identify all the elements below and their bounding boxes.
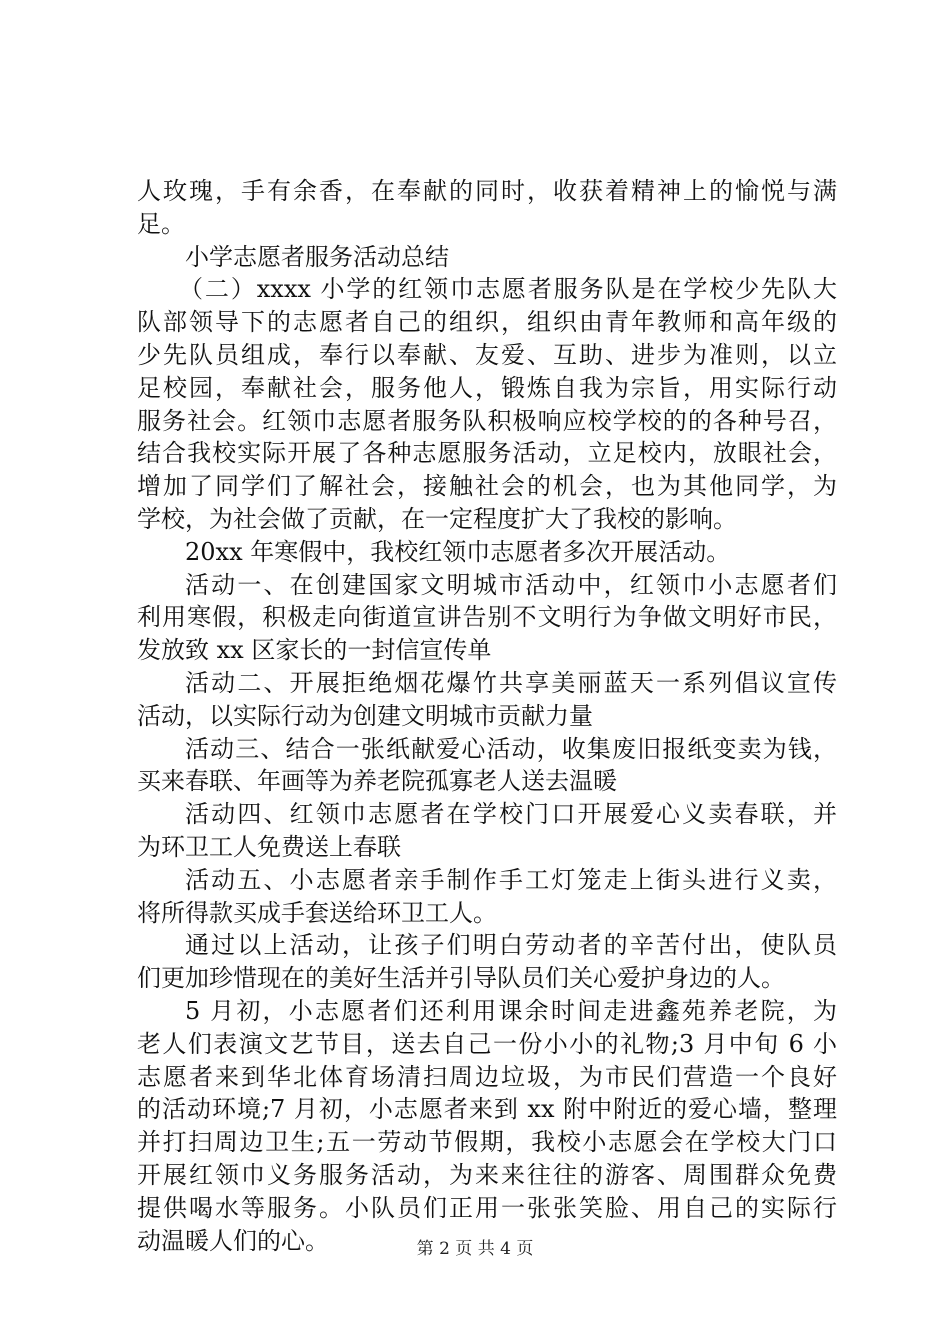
paragraph-line: 5 月初，小志愿者们还利用课余时间走进鑫苑养老院，为 bbox=[185, 996, 837, 1025]
paragraph-line: 活动三、结合一张纸献爱心活动，收集废旧报纸变卖为钱， bbox=[185, 734, 837, 763]
section-heading: 小学志愿者服务活动总结 bbox=[185, 242, 449, 271]
paragraph-line: 利用寒假，积极走向街道宣讲告别不文明行为争做文明好市民， bbox=[137, 603, 837, 632]
paragraph-line: 队部领导下的志愿者自己的组织，组织由青年教师和高年级的 bbox=[137, 308, 837, 337]
paragraph-line: 将所得款买成手套送给环卫工人。 bbox=[137, 898, 497, 927]
paragraph-line: 20xx 年寒假中，我校红领巾志愿者多次开展活动。 bbox=[185, 537, 731, 566]
paragraph-line: 学校，为社会做了贡献，在一定程度扩大了我校的影响。 bbox=[137, 504, 737, 533]
paragraph-line: 动温暖人们的心。 bbox=[137, 1226, 329, 1255]
paragraph-line: 买来春联、年画等为养老院孤寡老人送去温暖 bbox=[137, 767, 617, 796]
paragraph-line: 人玫瑰，手有余香，在奉献的同时，收获着精神上的愉悦与满 bbox=[137, 177, 837, 205]
paragraph-line: 足校园，奉献社会，服务他人，锻炼自我为宗旨，用实际行动 bbox=[137, 373, 837, 402]
paragraph-line: 服务社会。红领巾志愿者服务队积极响应校学校的的各种号召， bbox=[137, 406, 837, 435]
paragraph-line: 增加了同学们了解社会，接触社会的机会，也为其他同学，为 bbox=[137, 472, 837, 501]
paragraph-line: 少先队员组成，奉行以奉献、友爱、互助、进步为准则，以立 bbox=[137, 340, 837, 369]
paragraph-line: 通过以上活动，让孩子们明白劳动者的辛苦付出，使队员 bbox=[185, 931, 837, 960]
paragraph-line: 并打扫周边卫生;五一劳动节假期，我校小志愿会在学校大门口 bbox=[137, 1128, 837, 1157]
paragraph-line: 为环卫工人免费送上春联 bbox=[137, 832, 401, 861]
paragraph-line: 活动一、在创建国家文明城市活动中，红领巾小志愿者们 bbox=[185, 570, 837, 599]
paragraph-line: （二）xxxx 小学的红领巾志愿者服务队是在学校少先队大 bbox=[179, 275, 837, 304]
paragraph-line: 活动，以实际行动为创建文明城市贡献力量 bbox=[137, 701, 593, 730]
page-number-footer: 第 2 页 共 4 页 bbox=[416, 1239, 534, 1259]
paragraph-line: 结合我校实际开展了各种志愿服务活动，立足校内，放眼社会， bbox=[137, 439, 837, 468]
paragraph-line: 的活动环境;7 月初，小志愿者来到 xx 附中附近的爱心墙，整理 bbox=[137, 1095, 837, 1124]
paragraph-line: 活动四、红领巾志愿者在学校门口开展爱心义卖春联，并 bbox=[185, 800, 837, 829]
paragraph-line: 老人们表演文艺节目，送去自己一份小小的礼物;3 月中旬 6 小 bbox=[137, 1029, 837, 1058]
document-body bbox=[137, 175, 837, 1257]
paragraph-line: 们更加珍惜现在的美好生活并引导队员们关心爱护身边的人。 bbox=[137, 964, 785, 993]
paragraph-line: 提供喝水等服务。小队员们正用一张张笑脸、用自己的实际行 bbox=[137, 1193, 837, 1222]
paragraph-line: 发放致 xx 区家长的一封信宣传单 bbox=[137, 636, 492, 665]
paragraph-line: 活动二、开展拒绝烟花爆竹共享美丽蓝天一系列倡议宣传 bbox=[185, 668, 837, 697]
paragraph-line: 足。 bbox=[137, 209, 185, 238]
paragraph-line: 志愿者来到华北体育场清扫周边垃圾，为市民们营造一个良好 bbox=[137, 1062, 837, 1091]
paragraph-line: 活动五、小志愿者亲手制作手工灯笼走上街头进行义卖， bbox=[185, 865, 837, 894]
paragraph-line: 开展红领巾义务服务活动，为来来往往的游客、周围群众免费 bbox=[137, 1160, 837, 1189]
